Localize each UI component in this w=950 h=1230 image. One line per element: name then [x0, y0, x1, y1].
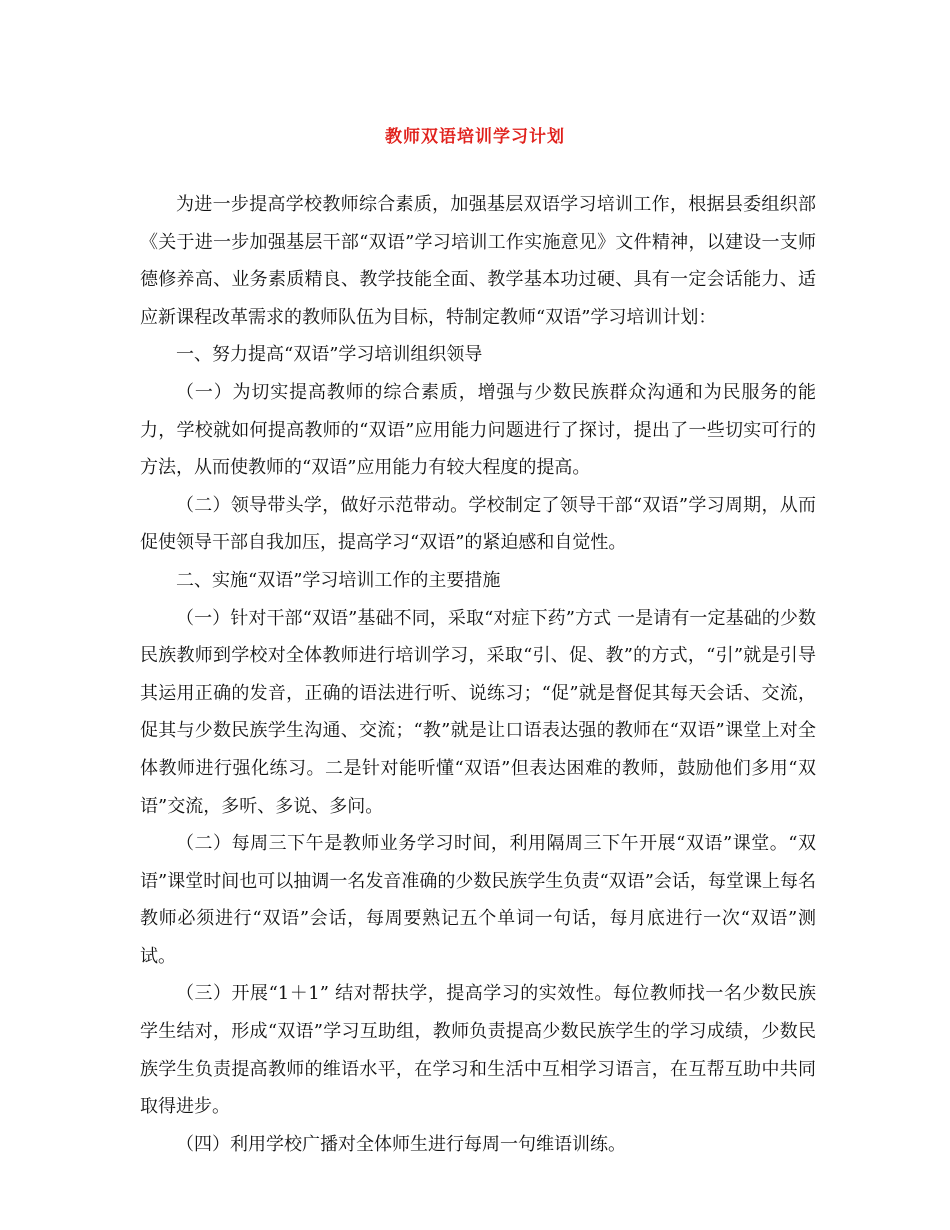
- paragraph-2-2: （二）每周三下午是教师业务学习时间，利用隔周三下午开展“双语”课堂。“双语”课堂时间也可以抽调一名发音准确的少数民族学生负责“双语”会话，每堂课上每名教师必须进行“双语”会话，每周要熟记五个单词一句话，每月底进行一次“双语”测试。: [140, 833, 816, 967]
- section-heading-2: 二、实施“双语”学习培训工作的主要措施: [176, 569, 501, 591]
- paragraph-1-2: （二）领导带头学，做好示范带动。学校制定了领导干部“双语”学习周期，从而促使领导干部自我加压，提高学习“双语”的紧迫感和自觉性。: [140, 494, 816, 554]
- document-body: [140, 186, 816, 1163]
- paragraph-2-3: （三）开展“1＋1” 结对帮扶学，提高学习的实效性。每位教师找一名少数民族学生结对，形成“双语”学习互助组，教师负责提高少数民族学生的学习成绩，少数民族学生负责提高教师的维语水平，在学习和生活中互相学习语言，在互帮互助中共同取得进步。: [140, 983, 816, 1118]
- paragraph-2-1: （一）针对干部“双语”基础不同，采取“对症下药”方式 一是请有一定基础的少数民族教师到学校对全体教师进行培训学习，采取“引、促、教”的方式，“引”就是引导其运用正确的发音，正确的语法进行听、说练习；“促”就是督促其每天会话、交流，促其与少数民族学生沟通、交流；“教”就是让口语表达强的教师在“双语”课堂上对全体教师进行强化练习。二是针对能听懂“双语”但表达困难的教师，鼓励他们多用“双语”交流，多听、多说、多问。: [140, 607, 816, 817]
- paragraph-intro: 为进一步提高学校教师综合素质，加强基层双语学习培训工作，根据县委组织部《关于进一步加强基层干部“双语”学习培训工作实施意见》文件精神，以建设一支师德修养高、业务素质精良、教学技能全面、教学基本功过硬、具有一定会话能力、适应新课程改革需求的教师队伍为目标，特制定教师“双语”学习培训计划：: [140, 194, 816, 328]
- document-title: 教师双语培训学习计划: [385, 127, 565, 147]
- section-heading-1: 一、努力提高“双语”学习培训组织领导: [176, 344, 483, 366]
- paragraph-1-1: （一）为切实提高教师的综合素质，增强与少数民族群众沟通和为民服务的能力，学校就如何提高教师的“双语”应用能力问题进行了探讨，提出了一些切实可行的方法，从而使教师的“双语”应用能力有较大程度的提高。: [140, 381, 816, 479]
- paragraph-2-4: （四）利用学校广播对全体师生进行每周一句维语训练。: [176, 1133, 626, 1155]
